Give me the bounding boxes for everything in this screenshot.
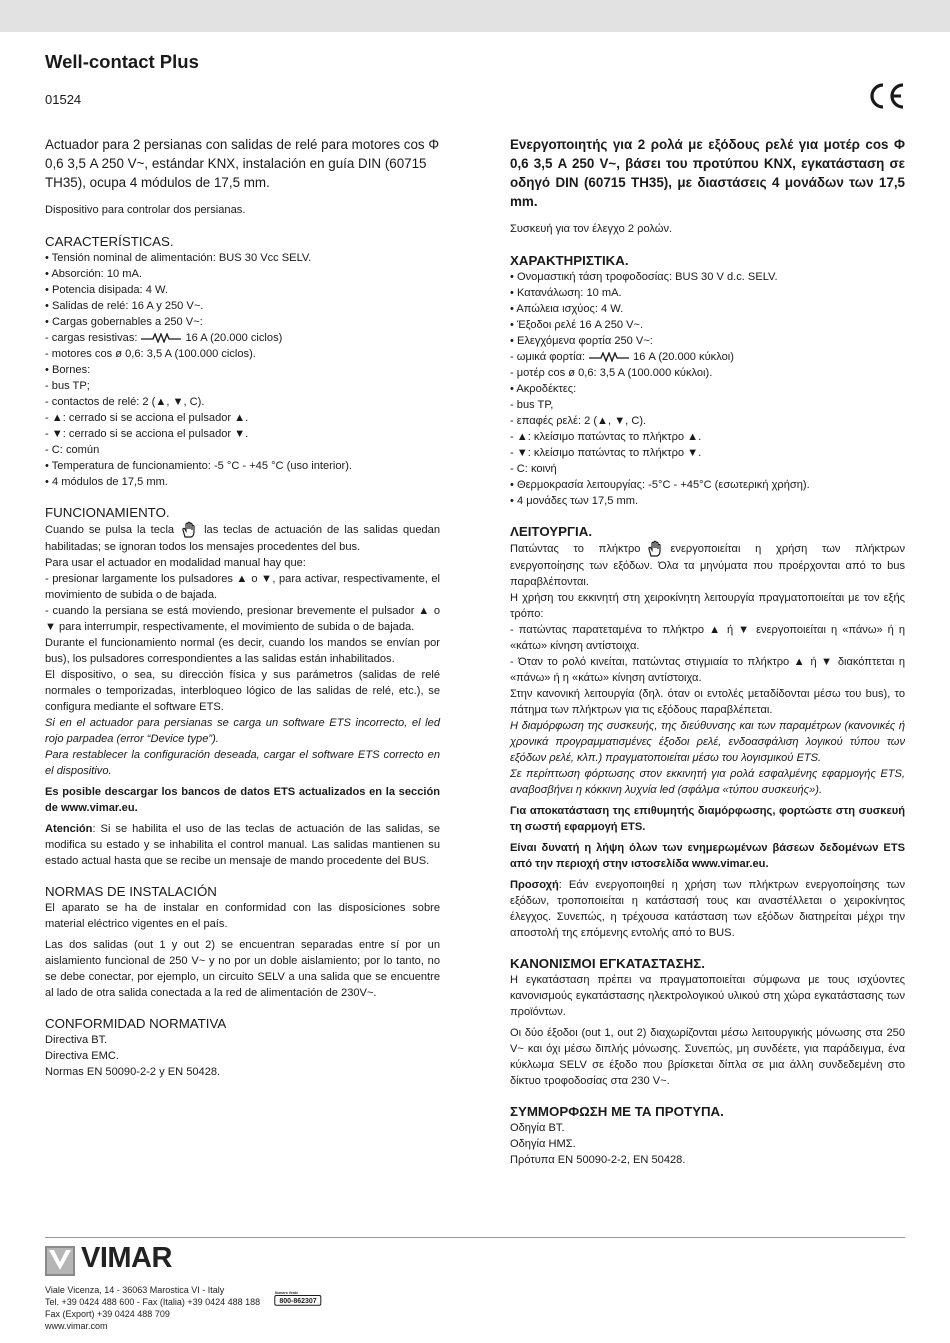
conformity-heading: ΣΥΜΜΟΡΦΩΣΗ ΜΕ ΤΑ ΠΡΟΤΥΠΑ.	[510, 1104, 724, 1119]
operation-text: Πατώντας το πλήκτρο	[510, 542, 641, 555]
conformity-item: Directiva EMC.	[45, 1050, 119, 1062]
features-list	[510, 269, 905, 509]
resistive-load-label: - ωμικά φορτία:	[510, 351, 586, 363]
feature-item: - μοτέρ cos ø 0,6: 3,5 A (100.000 κύκλοι).	[510, 367, 713, 379]
resistive-load-value: 16 A (20.000 κύκλοι)	[633, 351, 734, 363]
top-gray-bar	[0, 0, 950, 32]
feature-item: - ▼: κλείσιμο πατώντας το πλήκτρο ▼.	[510, 447, 702, 459]
lead-description: Actuador para 2 persianas con salidas de relé para motores cos Φ 0,6 3,5 A 250 V~, estándar KNX, instalación en guía DIN (60715 TH35), ocupa 4 módulos de 17,5 mm.	[45, 137, 440, 190]
conformity-item: Normas EN 50090-2-2 y EN 50428.	[45, 1066, 221, 1078]
operation-paragraph: El dispositivo, o sea, su dirección física y sus parámetros (salidas de relé normales o temporizadas, interbloqueo lógico de las salidas de relé, etc.), se configura mediante el software ETS.	[45, 669, 440, 713]
operation-paragraph: - presionar largamente los pulsadores ▲ o ▼, para activar, respectivamente, el movimiento de subida o de bajada.	[45, 573, 440, 601]
operation-text: las teclas de actuación de las salidas quedan habilitadas; se ignoran todos los mensajes procedentes del bus.	[45, 523, 441, 553]
installation-paragraph: Η εγκατάσταση πρέπει να πραγματοποιείται σύμφωνα με τους ισχύοντες κανονισμούς εγκατάστασης ηλεκτρολογικού υλικού στη χώρα εγκατάστασης των προϊόντων.	[510, 974, 905, 1018]
warning-label: Atención	[45, 823, 93, 835]
feature-item: - C: común	[45, 444, 100, 456]
resistor-symbol-icon	[589, 352, 629, 362]
conformity-item: Οδηγία ΗΜΣ.	[510, 1138, 576, 1150]
company-address	[45, 1284, 260, 1332]
feature-item: • Potencia disipada: 4 W.	[45, 284, 168, 296]
vimar-logo-mark-icon	[45, 1246, 75, 1276]
feature-item: - bus TP;	[45, 380, 90, 392]
toll-free-label: Numero Verde	[275, 1291, 298, 1295]
operation-note: Η διαμόρφωση της συσκευής, της διεύθυνσης και των παραμέτρων (κανονικές ή χρονικά προγραμματισμένες έξοδοι ρελέ, ενδοασφάλιση λογικού τύπου των εξόδων ρελέ, κλπ.) πραγματοποιείται μέσω του λογισμικού ETS.	[510, 720, 905, 764]
operation-paragraph	[45, 521, 440, 555]
installation-paragraph: El aparato se ha de instalar en conformidad con las disposiciones sobre material eléctrico vigentes en el país.	[45, 902, 440, 930]
conformity-item: Πρότυπα EN 50090-2-2, EN 50428.	[510, 1154, 686, 1166]
feature-item: • 4 μονάδες των 17,5 mm.	[510, 495, 639, 507]
feature-item: • Ελεγχόμενα φορτία 250 V~:	[510, 335, 653, 347]
feature-item: • Θερμοκρασία λειτουργίας: -5°C - +45°C (εσωτερική χρήση).	[510, 479, 810, 491]
resistive-load-value: 16 A (20.000 ciclos)	[185, 332, 283, 344]
feature-item: • 4 módulos de 17,5 mm.	[45, 476, 168, 488]
installation-paragraph: Las dos salidas (out 1 y out 2) se encuentran separadas entre sí por un aislamiento funcional de 250 V~ y no por un doble aislamiento; por lo tanto, no se debe conectar, por ejemplo, un circuito SELV a una salida que se encuentre al lado de otra salida conectada a la red de alimentación de 230V~.	[45, 939, 440, 999]
conformity-list	[45, 1032, 440, 1080]
operation-paragraph: Στην κανονική λειτουργία (δηλ. όταν οι εντολές μεταδίδονται μέσω του bus), το πάτημα των πλήκτρων για τις εξόδους παραβλέπεται.	[510, 688, 905, 716]
installation-body	[510, 972, 905, 1089]
feature-item: - ▲: cerrado si se acciona el pulsador ▲.	[45, 412, 249, 424]
brand-name: VIMAR	[81, 1242, 172, 1274]
operation-paragraph	[510, 540, 905, 590]
installation-paragraph: Οι δύο έξοδοι (out 1, out 2) διαχωρίζονται μέσω λειτουργικής μόνωσης στα 250 V~ και όχι μέσω διπλής μόνωσης. Συνεπώς, μη συνδέετε, για παράδειγμα, ένα κύκλωμα SELV σε έξοδο που βρίσκεται δίπλα σε μια άλλη συνδεδεμένη στο δίκτυο τροφοδοσίας στα 230 V~.	[510, 1027, 905, 1087]
feature-item: - ▲: κλείσιμο πατώντας το πλήκτρο ▲.	[510, 431, 702, 443]
operation-body	[510, 540, 905, 941]
operation-heading: ΛΕΙΤΟΥΡΓΙΑ.	[510, 524, 593, 539]
feature-item: • Έξοδοι ρελέ 16 A 250 V~.	[510, 319, 644, 331]
warning-text: : Εάν ενεργοποιηθεί η χρήση των πλήκτρων ενεργοποίησης των εξόδων, τροποποιείται η κατάστασή τους και αναστέλλεται ο χειροκίνητος έλεγχος. Συνεπώς, η τρέχουσα κατάσταση των εξόδων διατηρείται μέχρι την αποστολή της επόμενης εντολής από το BUS.	[510, 879, 905, 939]
features-heading: CARACTERÍSTICAS.	[45, 234, 174, 249]
feature-item: • Bornes:	[45, 364, 91, 376]
toll-free-number: 800-862307	[279, 1298, 317, 1305]
address-line: Tel. +39 0424 488 600 - Fax (Italia) +39 0424 488 188	[45, 1297, 261, 1307]
operation-note: Para restablecer la configuración deseada, cargar el software ETS correcto en el dispositivo.	[45, 749, 440, 777]
installation-heading: NORMAS DE INSTALACIÓN	[45, 884, 217, 899]
conformity-item: Οδηγία ΒΤ.	[510, 1122, 565, 1134]
operation-paragraph: - cuando la persiana se está moviendo, presionar brevemente el pulsador ▲ o ▼ para interrumpir, respectivamente, el movimiento de subida o de bajada.	[45, 605, 440, 633]
feature-item: • Απώλεια ισχύος: 4 W.	[510, 303, 624, 315]
operation-text: Cuando se pulsa la tecla	[45, 523, 175, 536]
feature-item: • Temperatura de funcionamiento: -5 °C - +45 °C (uso interior).	[45, 460, 352, 472]
resistive-load-line	[510, 349, 905, 365]
feature-item: - C: κοινή	[510, 463, 557, 475]
feature-item: • Ονομαστική τάση τροφοδοσίας: BUS 30 V d.c. SELV.	[510, 271, 778, 283]
warning-text: : Si se habilita el uso de las teclas de actuación de las salidas, se modifica su estado y se inhabilita el control manual. Las salidas mantienen su estado actual hasta que se recibe un mensaje de mando procedente del BUS.	[45, 823, 440, 867]
feature-item: - bus TP,	[510, 399, 554, 411]
installation-heading: ΚΑΝΟΝΙΣΜΟΙ ΕΓΚΑΤΑΣΤΑΣΗΣ.	[510, 956, 705, 971]
operation-paragraph: Durante el funcionamiento normal (es decir, cuando los mandos se envían por bus), los pulsadores correspondientes a las salidas están inhabilitados.	[45, 637, 440, 665]
resistive-load-line	[45, 330, 440, 346]
features-heading: ΧΑΡΑΚΤΗΡΙΣΤΙΚΑ.	[510, 253, 629, 268]
features-list	[45, 250, 440, 490]
operation-text: ενεργοποιείται η χρήση των πλήκτρων ενεργοποίησης των εξόδων. Όλα τα μηνύματα που προέρχονται από το bus παραβλέπονται.	[510, 542, 905, 588]
feature-item: • Cargas gobernables a 250 V~:	[45, 316, 203, 328]
operation-body	[45, 521, 440, 869]
website-link[interactable]: www.vimar.com	[45, 1321, 108, 1331]
resistive-load-label: - cargas resistivas:	[45, 332, 138, 344]
resistor-symbol-icon	[141, 333, 181, 343]
warning-paragraph	[510, 877, 905, 941]
vimar-logo	[45, 1242, 180, 1276]
feature-item: • Tensión nominal de alimentación: BUS 30 Vcc SELV.	[45, 252, 312, 264]
installation-body	[45, 900, 440, 1001]
operation-note: Si en el actuador para persianas se carga un software ETS incorrecto, el led rojo parpadea (error “Device type”).	[45, 717, 440, 745]
address-line: Viale Vicenza, 14 - 36063 Marostica VI - Italy	[45, 1285, 225, 1295]
product-title: Well-contact Plus	[45, 51, 199, 72]
intro-text: Συσκευή για τον έλεγχο 2 ρολών.	[510, 223, 673, 235]
spanish-column	[45, 135, 440, 1080]
feature-item: • Ακροδέκτες:	[510, 383, 577, 395]
operation-note: Σε περίπτωση φόρτωσης στον εκκινητή για ρολά εσφαλμένης εφαρμογής ETS, αναβοσβήνει η κόκκινη λυχνία led (σφάλμα «τύπου συσκευής»).	[510, 768, 905, 796]
conformity-item: Directiva BT.	[45, 1034, 108, 1046]
operation-paragraph: - Όταν το ρολό κινείται, πατώντας στιγμιαία το πλήκτρο ▲ ή ▼ διακόπτεται η «πάνω» ή η «κάτω» κίνηση αντίστοιχα.	[510, 656, 905, 684]
warning-label: Προσοχή	[510, 879, 559, 891]
download-notice: Είναι δυνατή η λήψη όλων των ενημερωμένων βάσεων δεδομένων ETS από την περιοχή στην ιστοσελίδα www.vimar.eu.	[510, 842, 905, 870]
operation-paragraph: - πατώντας παρατεταμένα το πλήκτρο ▲ ή ▼ ενεργοποιείται η «πάνω» ή η «κάτω» κίνηση αντίστοιχα.	[510, 624, 905, 652]
feature-item: - motores cos ø 0,6: 3,5 A (100.000 ciclos).	[45, 348, 256, 360]
feature-item: - επαφές ρελέ: 2 (▲, ▼, C).	[510, 415, 647, 427]
intro-text: Dispositivo para controlar dos persianas.	[45, 204, 246, 216]
toll-free-number-badge	[274, 1290, 322, 1306]
conformity-heading: CONFORMIDAD NORMATIVA	[45, 1016, 227, 1031]
hand-key-icon	[646, 540, 664, 558]
ce-mark-icon	[866, 82, 906, 110]
conformity-list	[510, 1120, 905, 1168]
feature-item: • Salidas de relé: 16 A y 250 V~.	[45, 300, 204, 312]
hand-key-icon	[180, 521, 198, 539]
feature-item: • Absorción: 10 mA.	[45, 268, 142, 280]
download-notice: Es posible descargar los bancos de datos ETS actualizados en la sección de www.vimar.eu.	[45, 786, 440, 814]
greek-column	[510, 135, 905, 1168]
operation-paragraph: Η χρήση του εκκινητή στη χειροκίνητη λειτουργία πραγματοποιείται με τον εξής τρόπο:	[510, 592, 905, 620]
footer-divider	[45, 1237, 905, 1238]
restore-notice: Για αποκατάσταση της επιθυμητής διαμόρφωσης, φορτώστε στη συσκευή τη σωστή εφαρμογή ETS.	[510, 805, 905, 833]
product-code: 01524	[45, 92, 82, 107]
lead-description: Ενεργοποιητής για 2 ρολά με εξόδους ρελέ για μοτέρ cos Φ 0,6 3,5 A 250 V~, βάσει του προτύπου KNX, εγκατάσταση σε οδηγό DIN (60715 TH35), με διαστάσεις 4 μονάδων των 17,5 mm.	[510, 137, 905, 209]
feature-item: - ▼: cerrado si se acciona el pulsador ▼.	[45, 428, 249, 440]
warning-paragraph	[45, 821, 440, 869]
operation-paragraph: Para usar el actuador en modalidad manual hay que:	[45, 557, 306, 569]
feature-item: • Κατανάλωση: 10 mA.	[510, 287, 622, 299]
operation-heading: FUNCIONAMIENTO.	[45, 505, 170, 520]
feature-item: - contactos de relé: 2 (▲, ▼, C).	[45, 396, 205, 408]
address-line: Fax (Export) +39 0424 488 709	[45, 1309, 170, 1319]
